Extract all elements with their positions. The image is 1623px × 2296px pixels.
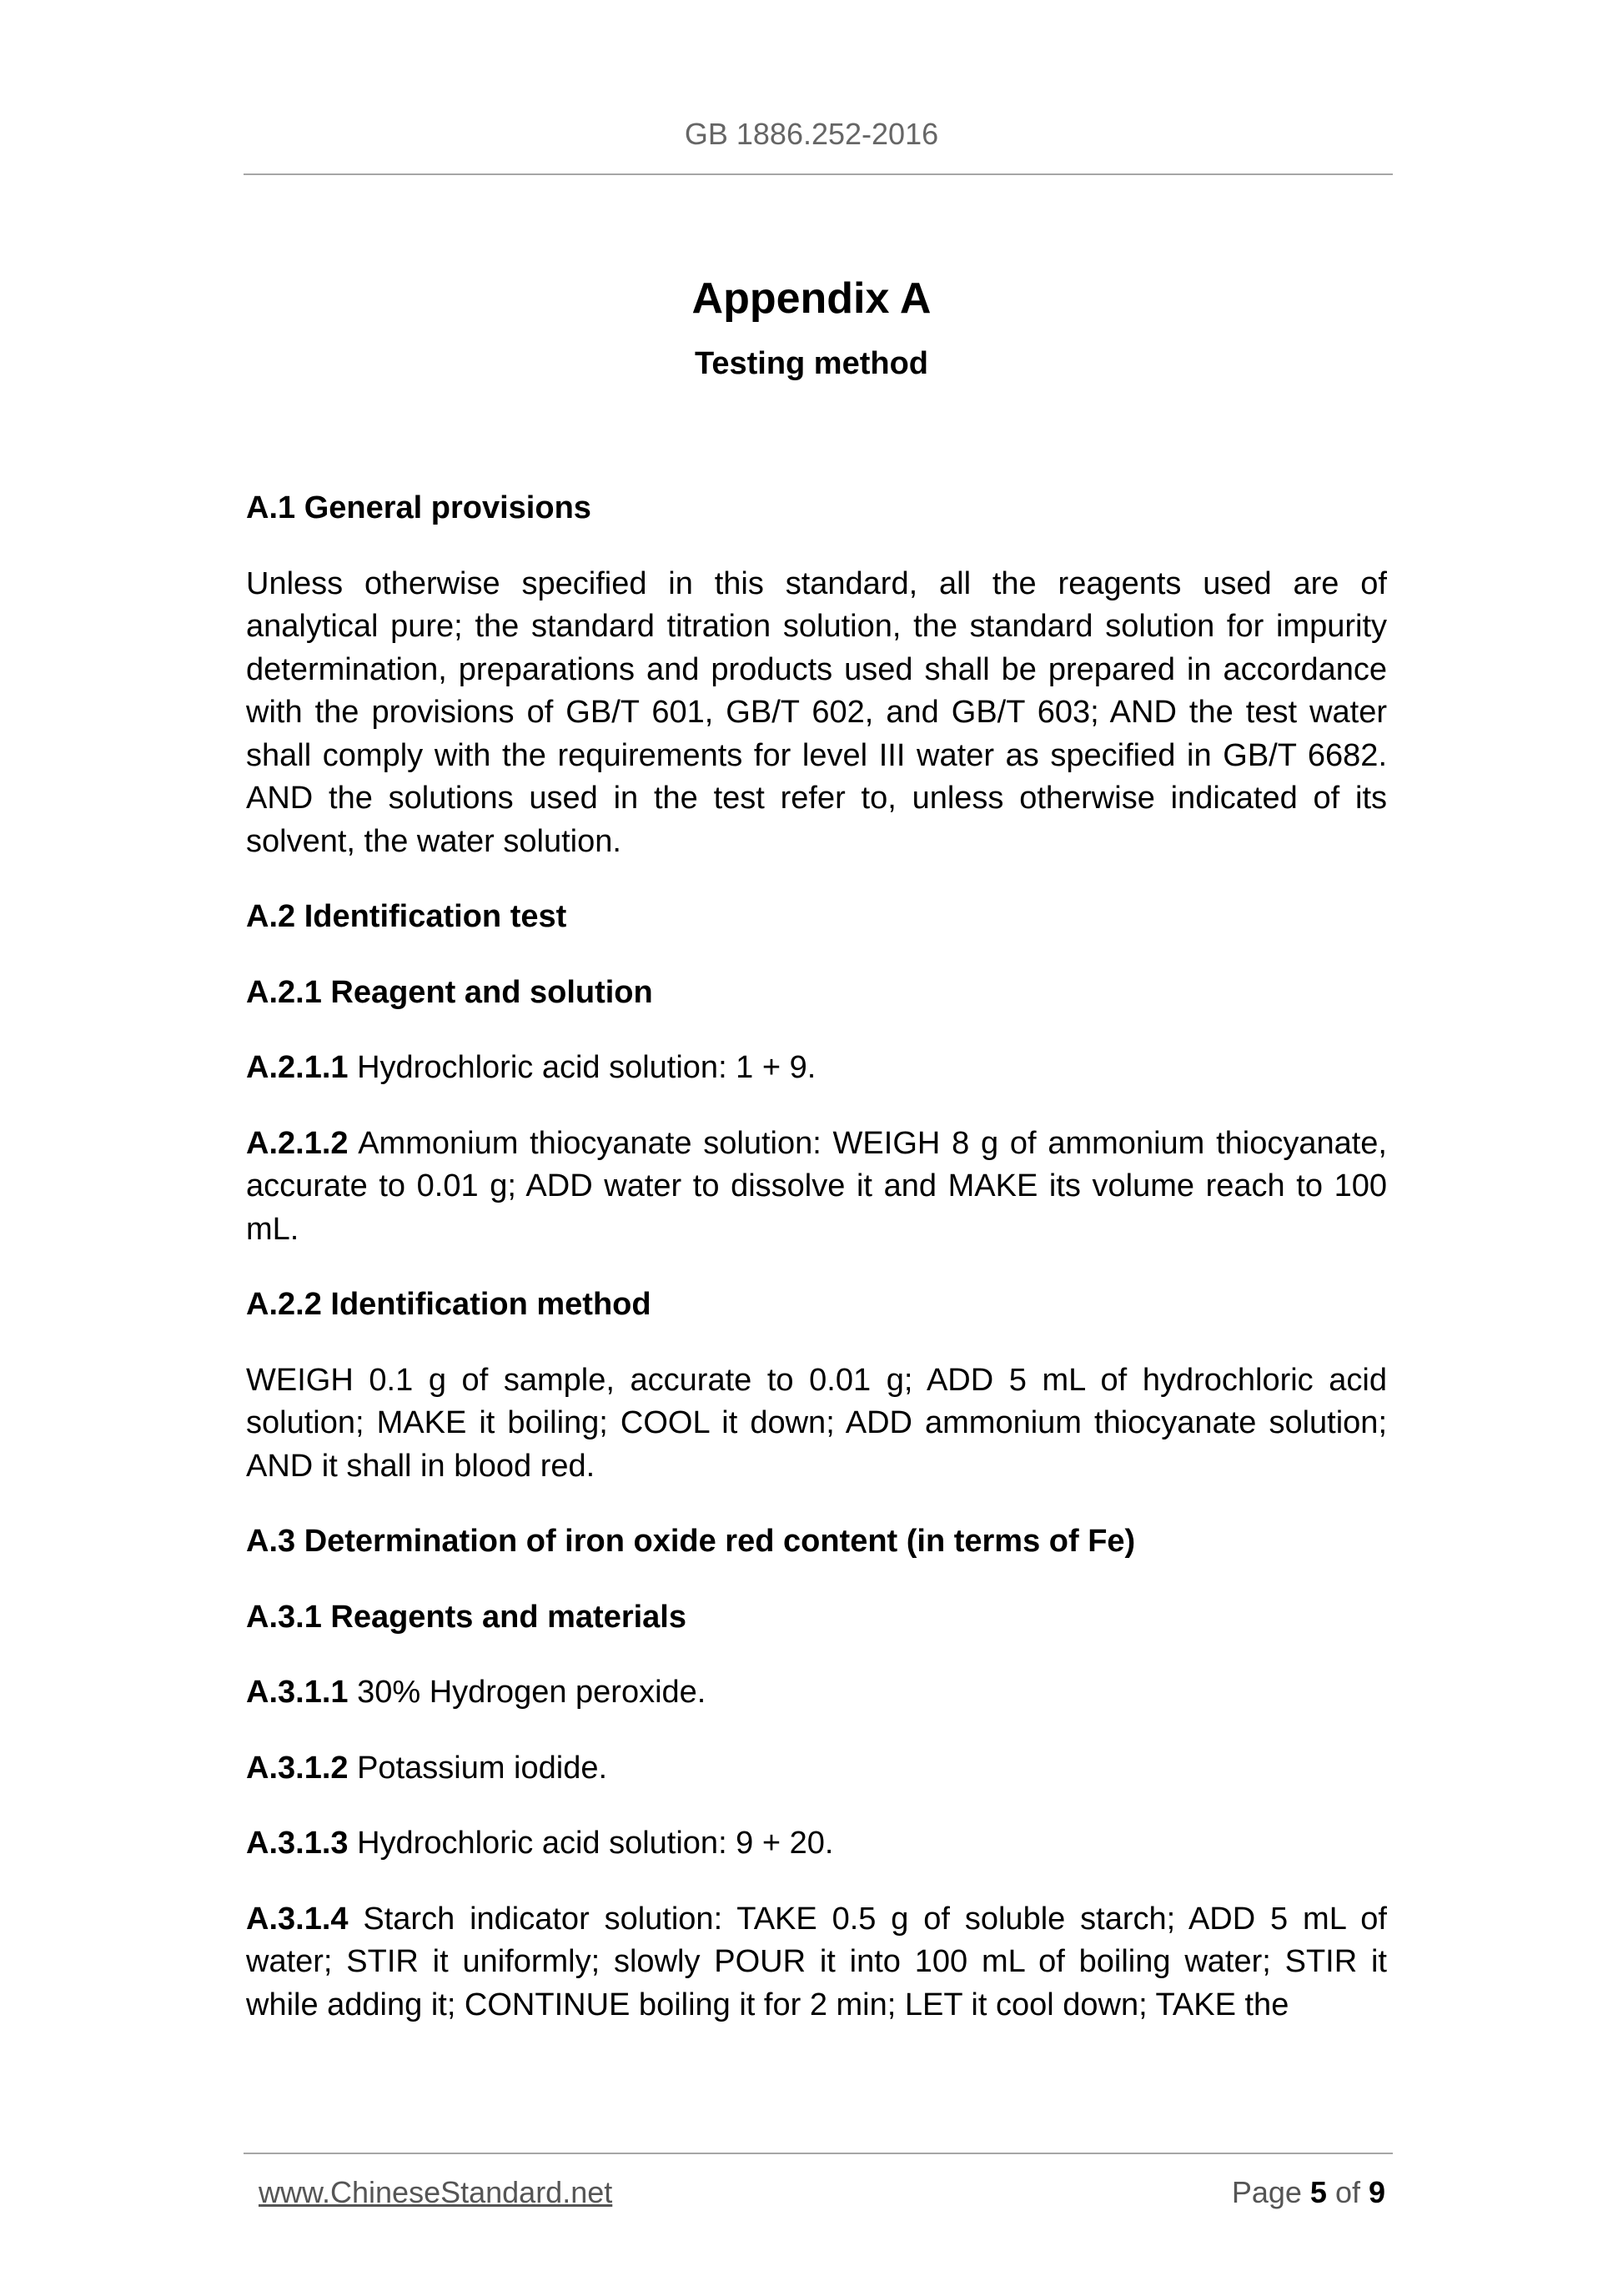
- clause-number: A.2.1.2: [246, 1125, 349, 1161]
- appendix-subtitle: Testing method: [694, 346, 929, 381]
- page-of: of: [1326, 2175, 1369, 2209]
- section-paragraph-a1: Unless otherwise specified in this standard, all the reagents used are of analytical pure; the standard titration solution, the standard solution for impurity determination, preparations and products used shall be prepared in accordance with the provisions of GB/T 601, GB/T 602, and GB/T 603; AND the test water shall comply with the requirements for level III water as specified in GB/T 6682. AND the solutions used in the test refer to, unless otherwise indicated of its solvent, the water solution.: [246, 565, 1387, 859]
- clause-a314: [246, 1898, 1387, 2027]
- clause-a313: [246, 1822, 1387, 1866]
- document-body: [246, 487, 1387, 2027]
- section-heading-a2: A.2 Identification test: [246, 899, 567, 934]
- header-divider: [244, 173, 1393, 175]
- clause-a212: [246, 1123, 1387, 1252]
- page-prefix: Page: [1231, 2175, 1310, 2209]
- clause-text: 30% Hydrogen peroxide.: [348, 1675, 706, 1710]
- section-heading-a22: A.2.2 Identification method: [246, 1287, 651, 1322]
- page-current: 5: [1309, 2175, 1327, 2209]
- page-indicator: [1232, 2175, 1385, 2210]
- clause-number: A.2.1.1: [246, 1050, 349, 1085]
- page-total: 9: [1368, 2175, 1385, 2209]
- section-heading-a21: A.2.1 Reagent and solution: [246, 974, 653, 1010]
- clause-text: Ammonium thiocyanate solution: WEIGH 8 g of ammonium thiocyanate, accurate to 0.01 g; ADD water to dissolve it and MAKE its volume reach to 100 mL.: [246, 1125, 1387, 1247]
- clause-a211: [246, 1047, 1387, 1090]
- clause-number: A.3.1.4: [246, 1901, 349, 1937]
- clause-a311: [246, 1671, 1387, 1715]
- website-link[interactable]: www.ChineseStandard.net: [259, 2175, 613, 2209]
- clause-number: A.3.1.3: [246, 1826, 349, 1861]
- clause-text: Hydrochloric acid solution: 1 + 9.: [348, 1050, 817, 1085]
- clause-number: A.3.1.1: [246, 1675, 349, 1710]
- section-heading-a3: A.3 Determination of iron oxide red content (in terms of Fe): [246, 1524, 1136, 1559]
- section-paragraph-a22: WEIGH 0.1 g of sample, accurate to 0.01 g; ADD 5 mL of hydrochloric acid solution; MAKE it boiling; COOL it down; ADD ammonium thiocyanate solution; AND it shall in blood red.: [246, 1362, 1387, 1484]
- section-heading-a31: A.3.1 Reagents and materials: [246, 1599, 686, 1635]
- footer-divider: [244, 2153, 1393, 2154]
- clause-text: Hydrochloric acid solution: 9 + 20.: [348, 1826, 834, 1861]
- document-code-header: GB 1886.252-2016: [684, 117, 939, 151]
- clause-text: Starch indicator solution: TAKE 0.5 g of soluble starch; ADD 5 mL of water; STIR it uniformly; slowly POUR it into 100 mL of boiling water; STIR it while adding it; CONTINUE boiling it for 2 min; LET it cool down; TAKE the: [246, 1901, 1387, 2022]
- clause-text: Potassium iodide.: [348, 1750, 608, 1786]
- clause-number: A.3.1.2: [246, 1750, 349, 1786]
- section-heading-a1: A.1 General provisions: [246, 490, 591, 525]
- appendix-title: Appendix A: [691, 274, 932, 323]
- clause-a312: [246, 1747, 1387, 1791]
